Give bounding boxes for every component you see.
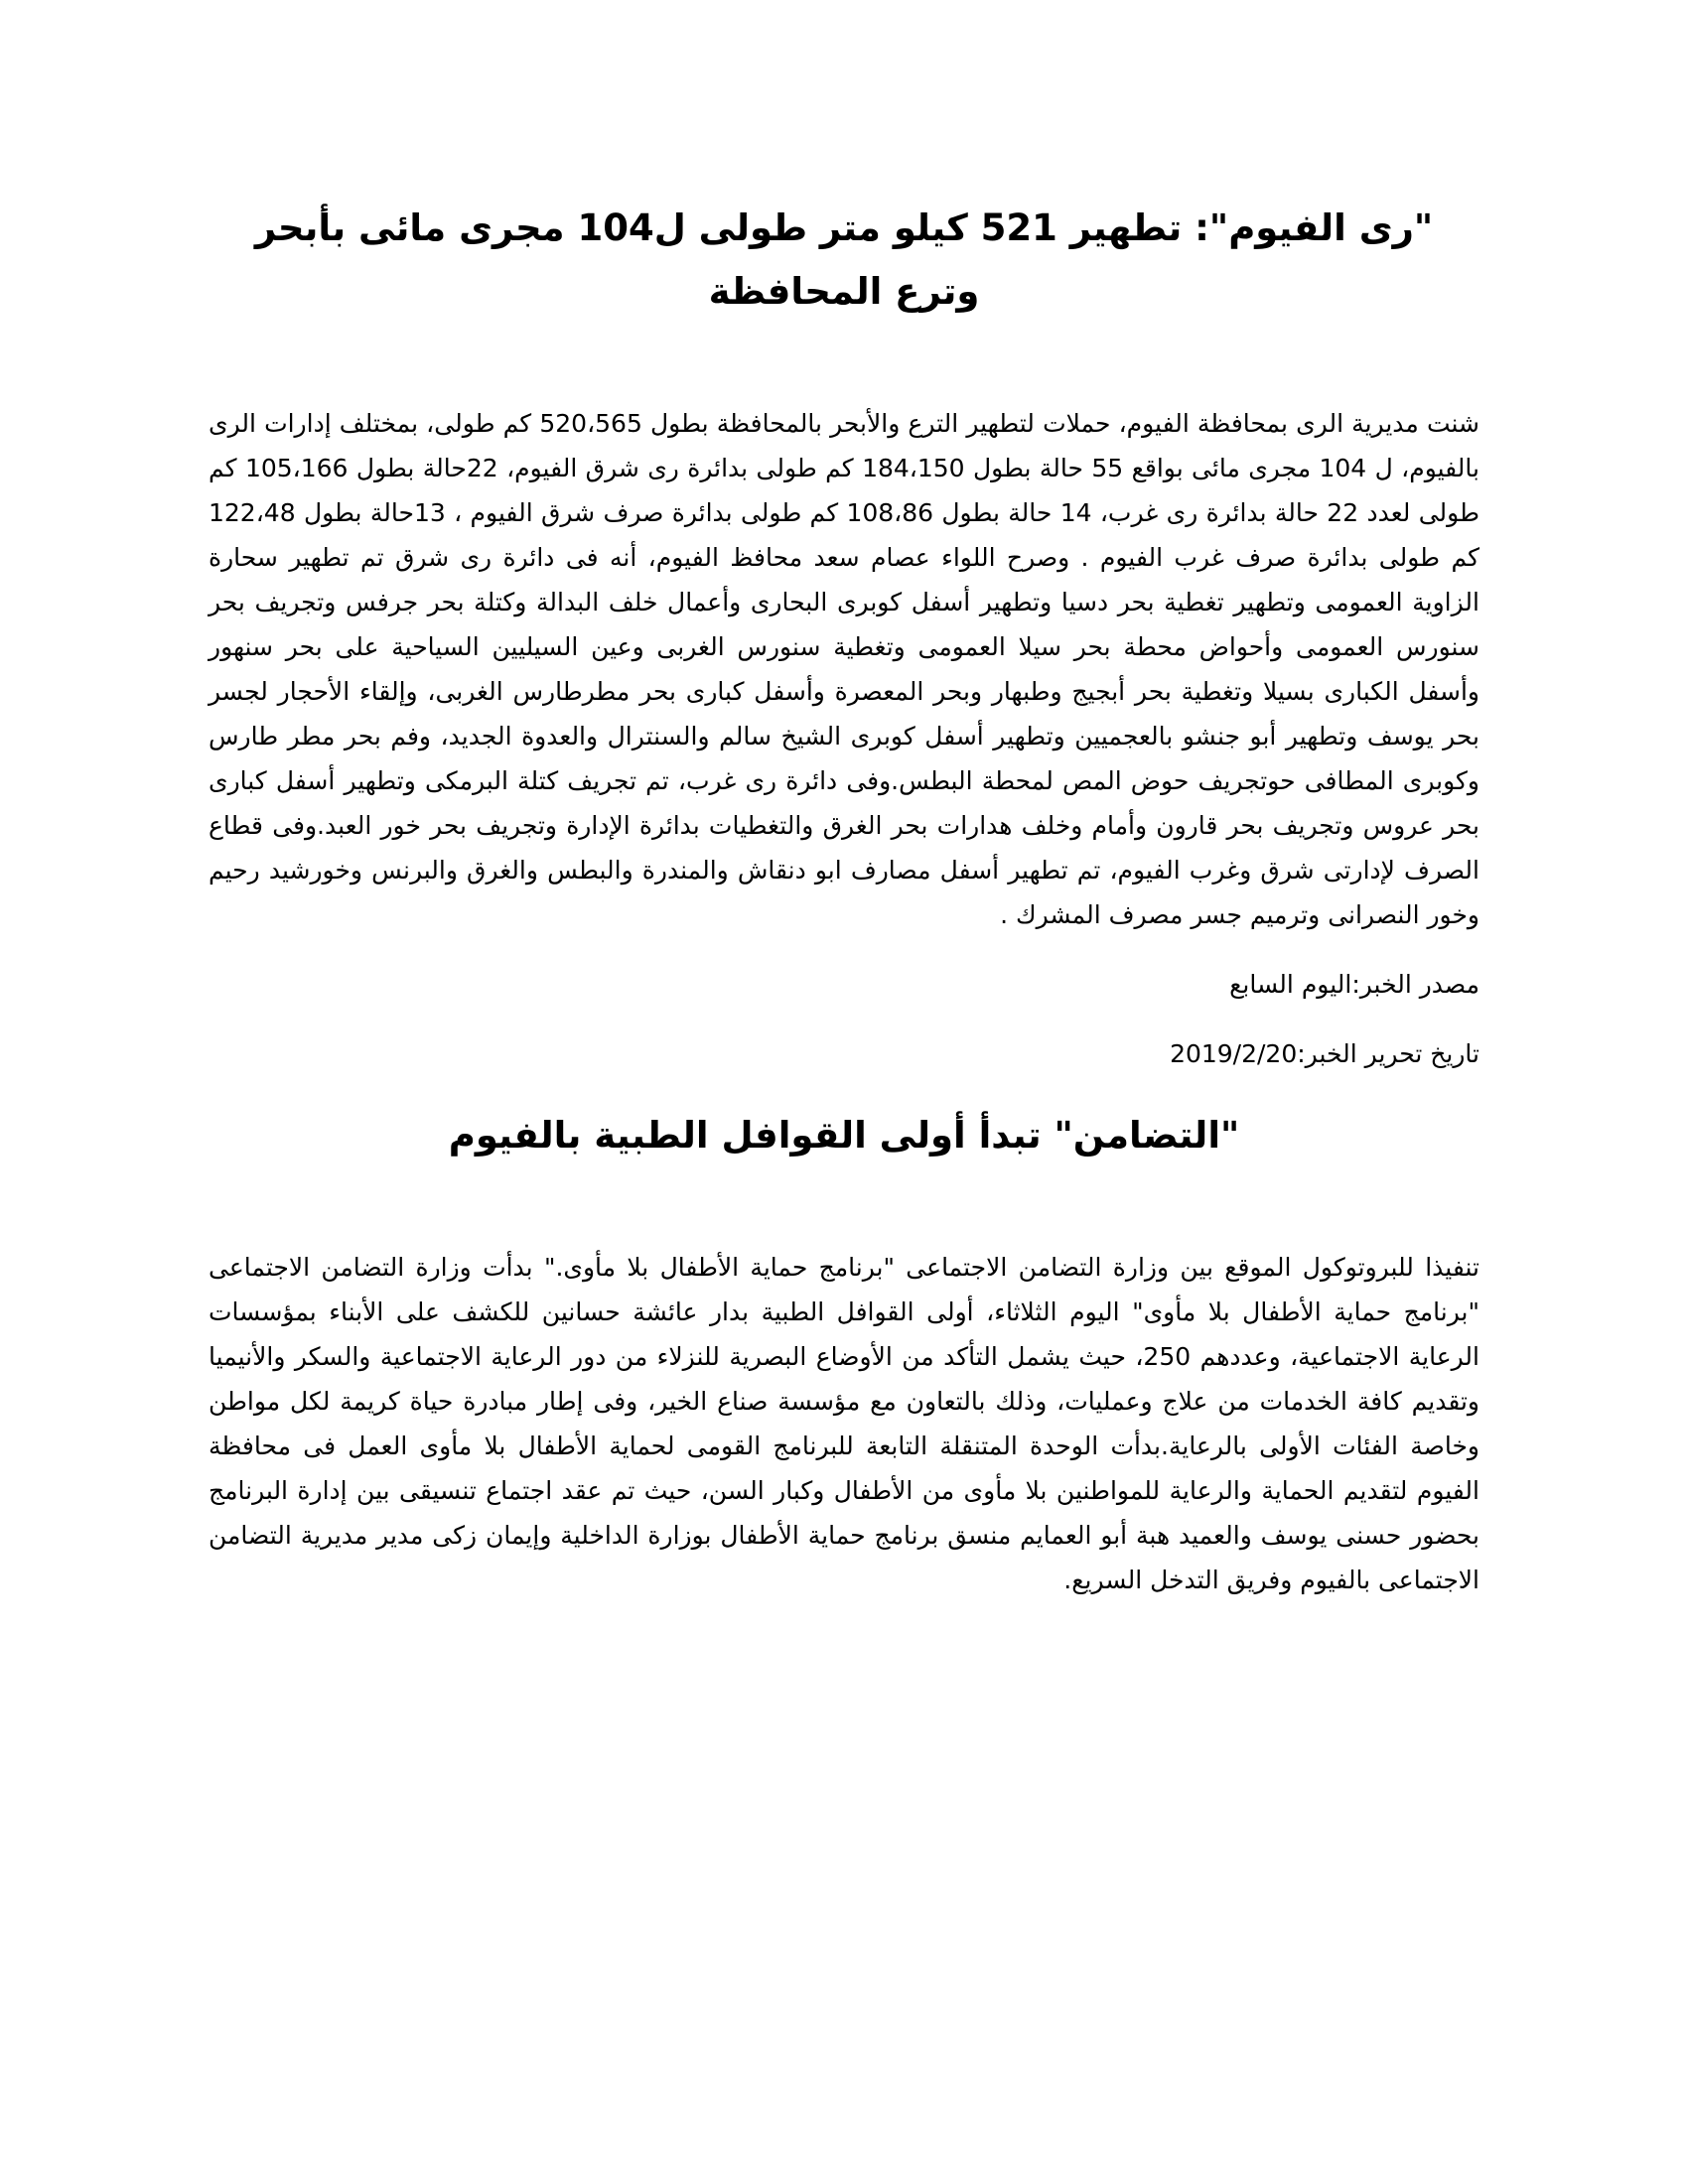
- article-body: شنت مديرية الرى بمحافظة الفيوم، حملات لتطهير الترع والأبحر بالمحافظة بطول 520،565 كم طولى، بمختلف إدارات الرى بالفيوم، ل 104 مجرى مائى بواقع 55 حالة بطول 184،150 كم طولى بدائرة رى شرق الفيوم، 22حالة بطول 105،166 كم طولى لعدد 22 حالة بدائرة رى غرب، 14 حالة بطول 108،86 كم طولى بدائرة صرف شرق الفيوم ، 13حالة بطول 122،48 كم طولى بدائرة صرف غرب الفيوم . وصرح اللواء عصام سعد محافظ الفيوم، أنه فى دائرة رى شرق تم تطهير سحارة الزاوية العمومى وتطهير تغطية بحر دسيا وتطهير أسفل كوبرى البحارى وأعمال خلف البدالة وكتلة بحر جرفس وتجريف بحر سنورس العمومى وأحواض محطة بحر سيلا العمومى وتغطية سنورس الغربى وعين السيليين السياحية على بحر سنهور وأسفل الكبارى بسيلا وتغطية بحر أبجيج وطبهار وبحر المعصرة وأسفل كبارى بحر مطرطارس الغربى، وإلقاء الأحجار لجسر بحر يوسف وتطهير أبو جنشو بالعجميين وتطهير أسفل كوبرى الشيخ سالم والسنترال والعدوة الجديد، وفم بحر مطر طارس وكوبرى المطافى حوتجريف حوض المص لمحطة البطس.وفى دائرة رى غرب، تم تجريف كتلة البرمكى وتطهير أسفل كبارى بحر عروس وتجريف بحر قارون وأمام وخلف هدارات بحر الغرق والتغطيات بدائرة الإدارة وتجريف بحر خور العبد.وفى قطاع الصرف لإدارتى شرق وغرب الفيوم، تم تطهير أسفل مصارف ابو دنقاش والمندرة والبطس والغرق والبرنس وخورشيد رحيم وخور النصرانى وترميم جسر مصرف المشرك .: [209, 409, 1479, 929]
- article-title: "التضامن" تبدأ أولى القوافل الطبية بالفيوم: [448, 1114, 1240, 1157]
- news-article-solidarity: [209, 1104, 1479, 1602]
- news-article-irrigation: [209, 0, 1479, 1074]
- article-date: تاريخ تحرير الخبر:2019/2/20: [1170, 1039, 1479, 1068]
- article-title: "رى الفيوم": تطهير 521 كيلو متر طولى ل104 مجرى مائى بأبحر وترع المحافظة: [254, 206, 1434, 313]
- article-body: تنفيذا للبروتوكول الموقع بين وزارة التضامن الاجتماعى "برنامج حماية الأطفال بلا مأوى." بدأت وزارة التضامن الاجتماعى "برنامج حماية الأطفال بلا مأوى" اليوم الثلاثاء، أولى القوافل الطبية بدار عائشة حسانين للكشف على الأبناء بمؤسسات الرعاية الاجتماعية، وعددهم 250، حيث يشمل التأكد من الأوضاع البصرية للنزلاء من دور الرعاية الاجتماعية والسكر والأنيميا وتقديم كافة الخدمات من علاج وعمليات، وذلك بالتعاون مع مؤسسة صناع الخير، وفى إطار مبادرة حياة كريمة لكل مواطن وخاصة الفئات الأولى بالرعاية.بدأت الوحدة المتنقلة التابعة للبرنامج القومى لحماية الأطفال بلا مأوى العمل فى محافظة الفيوم لتقديم الحماية والرعاية للمواطنين بلا مأوى من الأطفال وكبار السن، حيث تم عقد اجتماع تنسيقى بين إدارة البرنامج بحضور حسنى يوسف والعميد هبة أبو العمايم منسق برنامج حماية الأطفال بوزارة الداخلية وإيمان زكى مدير مديرية التضامن الاجتماعى بالفيوم وفريق التدخل السريع.: [209, 1253, 1479, 1594]
- article-source: مصدر الخبر:اليوم السابع: [1229, 970, 1479, 999]
